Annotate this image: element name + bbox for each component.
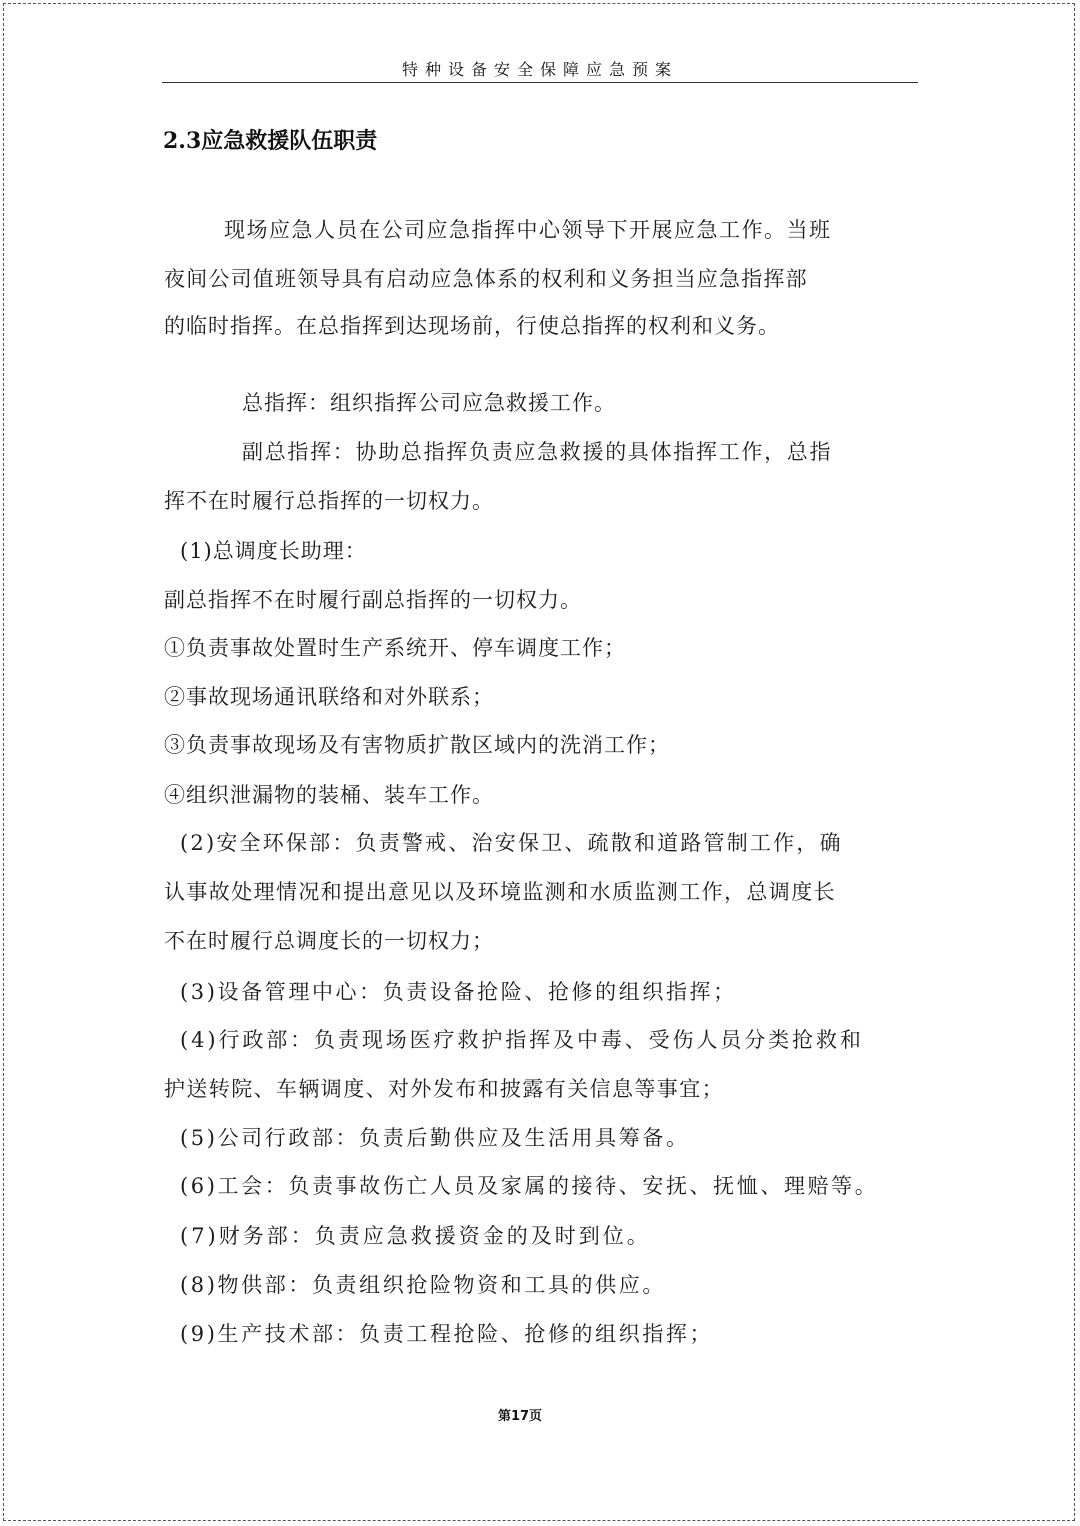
paragraph-line: 不在时履行总调度长的一切权力； <box>164 929 494 953</box>
list-item: (7)财务部：负责应急救援资金的及时到位。 <box>180 1224 651 1248</box>
page-number: 第17页 <box>497 1409 543 1424</box>
running-header-title: 特种设备安全保障应急预案 <box>401 60 678 79</box>
list-item: (3)设备管理中心：负责设备抢险、抢修的组织指挥； <box>180 980 737 1004</box>
paragraph-line: 挥不在时履行总指挥的一切权力。 <box>164 489 494 513</box>
header-rule <box>162 82 918 83</box>
paragraph-line: 认事故处理情况和提出意见以及环境监测和水质监测工作，总调度长 <box>164 880 836 904</box>
list-item: (8)物供部：负责组织抢险物资和工具的供应。 <box>180 1273 666 1297</box>
paragraph-line: 护送转院、车辆调度、对外发布和披露有关信息等事宜； <box>164 1077 724 1101</box>
list-item: (2)安全环保部：负责警戒、治安保卫、疏散和道路管制工作，确 <box>180 831 843 855</box>
list-item: (9)生产技术部：负责工程抢险、抢修的组织指挥； <box>180 1322 714 1346</box>
paragraph-line: 副总指挥不在时履行副总指挥的一切权力。 <box>164 588 582 612</box>
paragraph-line: 现场应急人员在公司应急指挥中心领导下开展应急工作。当班 <box>224 218 832 242</box>
paragraph-line: 副总指挥：协助总指挥负责应急救援的具体指挥工作，总指 <box>242 440 833 464</box>
paragraph-line: 夜间公司值班领导具有启动应急体系的权利和义务担当应急指挥部 <box>164 267 808 291</box>
section-heading: 2.3应急救援队伍职责 <box>163 128 378 154</box>
list-item: ①负责事故处置时生产系统开、停车调度工作； <box>164 636 626 660</box>
list-item: ②事故现场通讯联络和对外联系； <box>164 685 494 709</box>
list-item: (6)工会：负责事故伤亡人员及家属的接待、安抚、抚恤、理赔等。 <box>180 1174 879 1198</box>
list-item: ④组织泄漏物的装桶、装车工作。 <box>164 783 494 807</box>
list-item: (1)总调度长助理： <box>180 539 367 563</box>
list-item: (5)公司行政部：负责后勤供应及生活用具筹备。 <box>180 1126 690 1150</box>
paragraph-line: 总指挥：组织指挥公司应急救援工作。 <box>242 391 616 415</box>
list-item: (4)行政部：负责现场医疗救护指挥及中毒、受伤人员分类抢救和 <box>180 1028 864 1052</box>
list-item: ③负责事故现场及有害物质扩散区域内的洗消工作； <box>164 733 670 757</box>
paragraph-line: 的临时指挥。在总指挥到达现场前，行使总指挥的权利和义务。 <box>164 314 780 338</box>
